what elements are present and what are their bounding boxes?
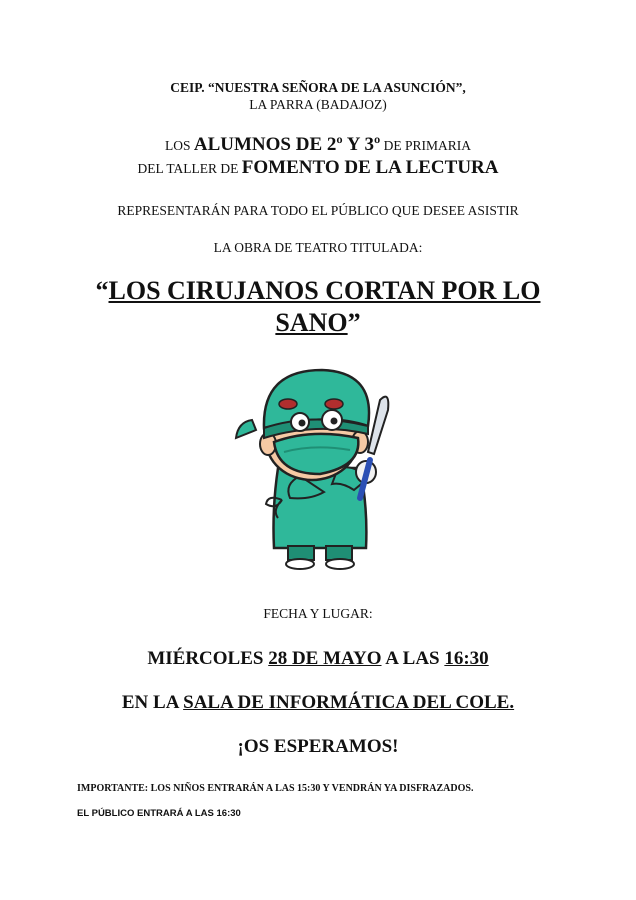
school-name-text: CEIP. “NUESTRA SEÑORA DE LA ASUNCIÓN”, xyxy=(170,80,466,95)
when-date: 28 DE MAYO xyxy=(268,648,382,669)
school-name xyxy=(0,80,636,96)
title-open-quote: “ xyxy=(95,276,109,305)
important-note: IMPORTANTE: LOS NIÑOS ENTRARÁN A LAS 15:30 Y VENDRÁN YA DISFRAZADOS. xyxy=(77,783,474,794)
public-entry-note: EL PÚBLICO ENTRARÁ A LAS 16:30 xyxy=(77,808,241,819)
closing-message: ¡OS ESPERAMOS! xyxy=(237,736,399,757)
when-prefix: MIÉRCOLES xyxy=(147,648,269,669)
event-when xyxy=(0,648,636,670)
intro-play-label: LA OBRA DE TEATRO TITULADA: xyxy=(213,240,423,255)
school-town: LA PARRA (BADAJOZ) xyxy=(249,97,387,112)
intro-invitation: REPRESENTARÁN PARA TODO EL PÚBLICO QUE DESEE ASISTIR xyxy=(117,203,519,218)
intro-line-students xyxy=(0,134,636,156)
title-line-1: LOS CIRUJANOS CORTAN POR LO xyxy=(108,276,541,305)
intro-students: ALUMNOS DE 2º Y 3º xyxy=(193,134,381,155)
play-title xyxy=(60,275,576,339)
intro-line-workshop xyxy=(0,157,636,179)
workshop-name: FOMENTO DE LA LECTURA xyxy=(241,157,499,178)
event-where xyxy=(0,692,636,714)
title-close-quote: ” xyxy=(347,308,361,337)
when-time: 16:30 xyxy=(444,648,489,669)
workshop-prefix: DEL TALLER DE xyxy=(137,161,242,176)
where-prefix: EN LA xyxy=(121,692,184,713)
title-line-2: SANO xyxy=(275,308,348,337)
when-mid: A LAS xyxy=(381,648,445,669)
surgeon-illustration xyxy=(230,350,410,572)
intro-suffix: DE PRIMARIA xyxy=(380,138,472,153)
date-place-label: FECHA Y LUGAR: xyxy=(263,606,373,621)
where-place: SALA DE INFORMÁTICA DEL COLE. xyxy=(183,692,515,713)
intro-prefix: LOS xyxy=(164,138,194,153)
